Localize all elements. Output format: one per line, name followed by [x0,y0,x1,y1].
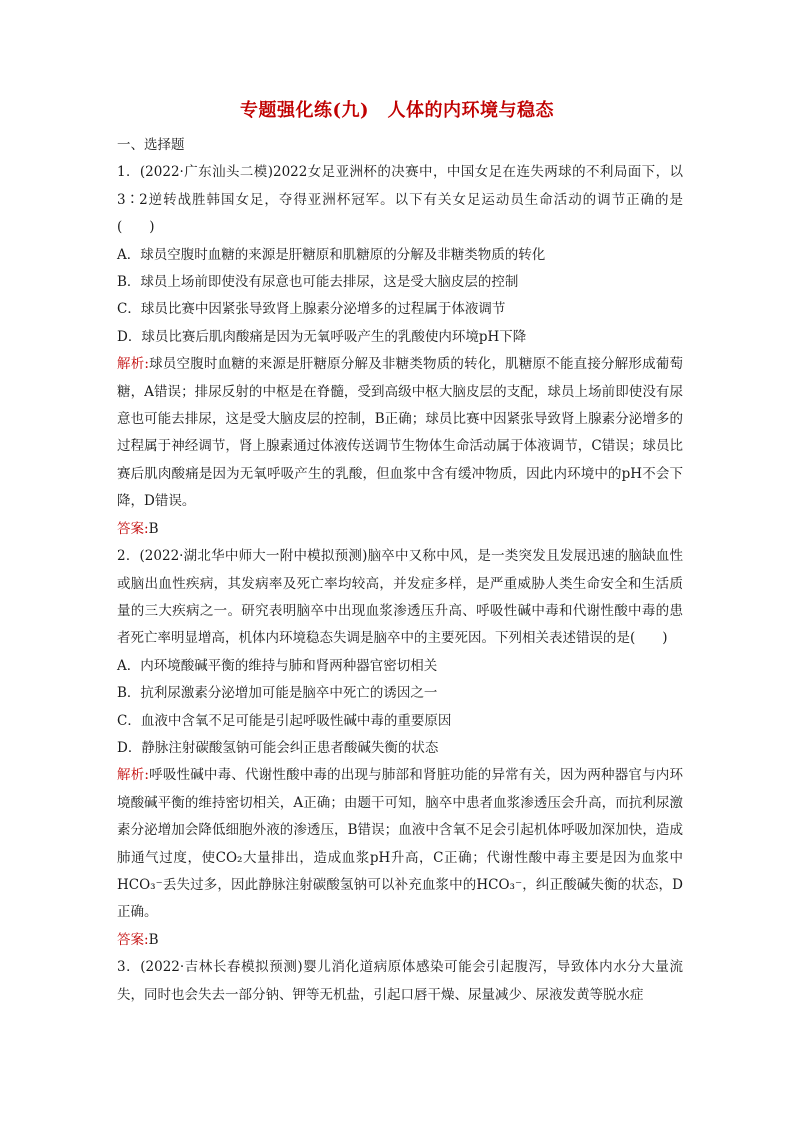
answer-label: 答案: [117,520,149,537]
question-2-stem: 2．(2022·湖北华中师大一附中模拟预测)脑卒中又称中风，是一类突发且发展迅速的脑缺血性或脑出血性疾病，其发病率及死亡率均较高，并发症多样，是严重威胁人类生命安全和生活质量的三大疾病之一。研究表明脑卒中出现血浆渗透压升高、呼吸性碱中毒和代谢性酸中毒的患者死亡率明显增高，机体内环境稳态失调是脑卒中的主要死因。下列相关表述错误的是( ) [117,548,683,647]
question-2-option-c: C．血液中含氧不足可能是引起呼吸性碱中毒的重要原因 [117,712,452,729]
question-2-option-d: D．静脉注射碳酸氢钠可能会纠正患者酸碱失衡的状态 [117,739,439,756]
section-heading: 一、选择题 [117,137,185,153]
question-2-answer [117,927,683,954]
question-2-analysis-text: 呼吸性碱中毒、代谢性酸中毒的出现与肺部和肾脏功能的异常有关，因为两种器官与内环境酸碱平衡的维持密切相关，A正确；由题干可知，脑卒中患者血浆渗透压会升高，而抗利尿激素分泌增加会降低细胞外液的渗透压，B错误；血液中含氧不足会引起机体呼吸加深加快，造成肺通气过度，使CO₂大量排出，造成血浆pH升高，C正确；代谢性酸中毒主要是因为血浆中HCO₃⁻丢失过多，因此静脉注射碳酸氢钠可以补充血浆中的HCO₃⁻，纠正酸碱失衡的状态，D正确。 [117,767,683,921]
question-1-option-a: A．球员空腹时血糖的来源是肝糖原和肌糖原的分解及非糖类物质的转化 [117,246,546,263]
page-title: 专题强化练(九) 人体的内环境与稳态 [239,100,555,121]
question-1-option-c: C．球员比赛中因紧张导致肾上腺素分泌增多的过程属于体液调节 [117,301,506,318]
question-2-option-b: B．抗利尿激素分泌增加可能是脑卒中死亡的诱因之一 [117,685,438,702]
analysis-label: 解析: [117,767,149,784]
question-2-analysis [117,762,683,926]
question-1-answer [117,516,683,543]
question-3-stem: 3．(2022·吉林长春模拟预测)婴儿消化道病原体感染可能会引起腹泻，导致体内水分大量流失，同时也会失去一部分钠、钾等无机盐，引起口唇干燥、尿量减少、尿液发黄等脱水症 [117,959,683,1003]
question-1-option-d: D．球员比赛后肌肉酸痛是因为无氧呼吸产生的乳酸使内环境pH下降 [117,328,527,345]
question-2-option-a: A．内环境酸碱平衡的维持与肺和肾两种器官密切相关 [117,657,438,674]
question-1-analysis [117,351,683,515]
question-1-stem: 1．(2022·广东汕头二模)2022女足亚洲杯的决赛中，中国女足在连失两球的不利局面下，以3∶2逆转战胜韩国女足，夺得亚洲杯冠军。以下有关女足运动员生命活动的调节正确的是( ) [117,164,683,236]
question-1-analysis-text: 球员空腹时血糖的来源是肝糖原分解及非糖类物质的转化，肌糖原不能直接分解形成葡萄糖，A错误；排尿反射的中枢是在脊髓，受到高级中枢大脑皮层的支配，球员上场前即使没有尿意也可能去排尿，这是受大脑皮层的控制，B正确；球员比赛中因紧张导致肾上腺素分泌增多的过程属于神经调节，肾上腺素通过体液传送调节生物体生命活动属于体液调节，C错误；球员比赛后肌肉酸痛是因为无氧呼吸产生的乳酸，但血浆中含有缓冲物质，因此内环境中的pH不会下降，D错误。 [117,356,683,510]
question-2-answer-value: B [148,931,159,948]
question-1-answer-value: B [148,520,159,537]
analysis-label: 解析: [117,356,149,373]
answer-label: 答案: [117,931,149,948]
question-1-option-b: B．球员上场前即使没有尿意也可能去排尿，这是受大脑皮层的控制 [117,274,519,291]
document-body [117,132,683,1009]
